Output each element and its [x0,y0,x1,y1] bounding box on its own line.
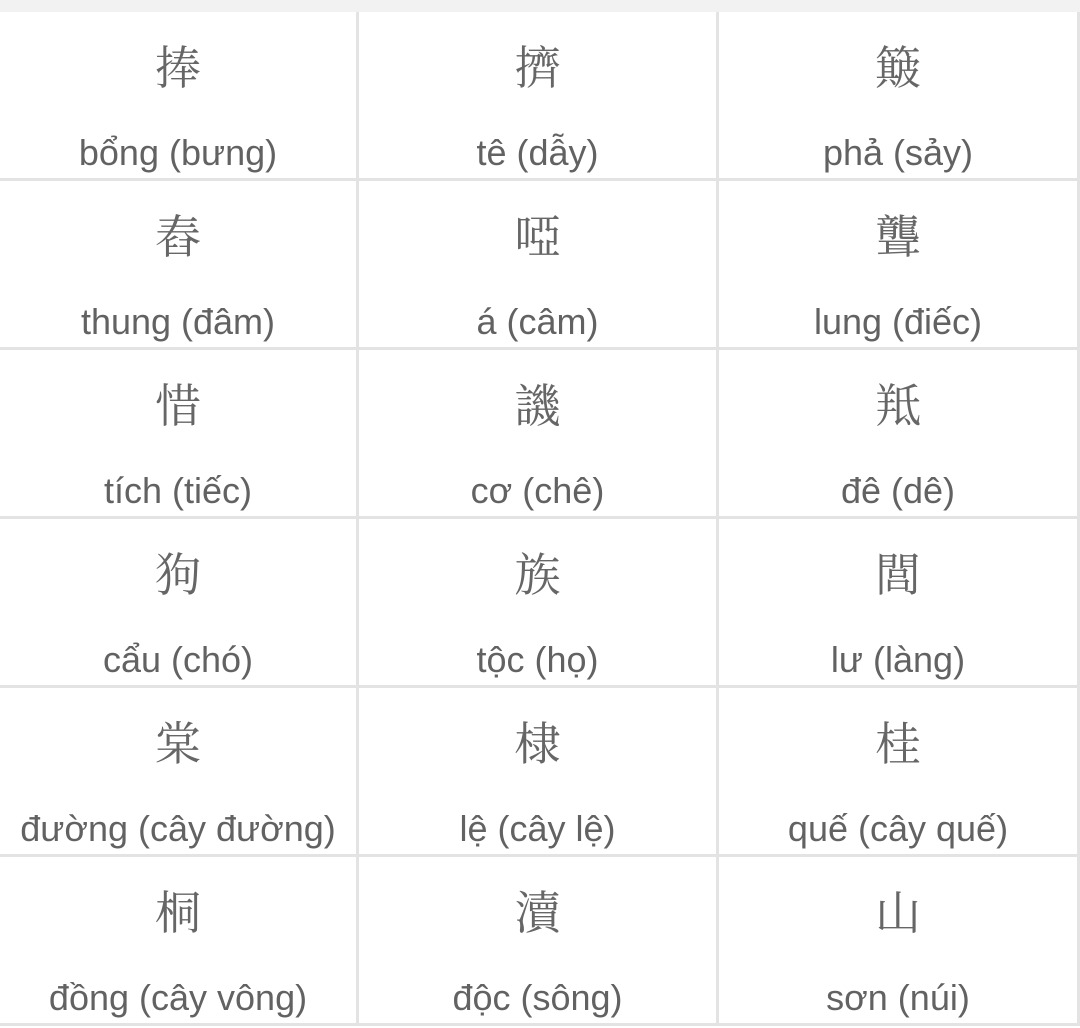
reading-text: độc (sông) [452,977,623,1018]
table-cell [719,857,1080,1026]
han-character: 桐 [155,886,201,940]
han-character: 族 [514,548,561,602]
vocabulary-table [0,12,1080,1028]
han-character: 擠 [514,41,561,95]
table-cell [0,688,359,857]
han-character: 啞 [514,210,561,264]
table-cell [719,519,1080,688]
table-cell [719,688,1080,857]
han-character: 棣 [514,717,561,771]
reading-text: đồng (cây vông) [48,977,308,1018]
reading-text: bổng (bưng) [78,132,278,173]
top-band [0,0,1080,12]
reading-text: á (câm) [476,301,599,342]
reading-text: lung (điếc) [813,301,983,342]
reading-text: sơn (núi) [826,977,970,1018]
han-character: 棠 [155,717,201,771]
han-character: 舂 [155,210,201,264]
han-character: 狗 [155,548,201,602]
table-cell [0,350,359,519]
table-cell [719,181,1080,350]
reading-text: cẩu (chó) [102,639,254,680]
han-character: 山 [875,886,921,940]
table-cell [359,12,719,181]
table-cell [719,350,1080,519]
table-cell [359,181,719,350]
reading-text: phả (sảy) [822,132,974,173]
reading-text: lệ (cây lệ) [459,808,616,849]
han-character: 瀆 [514,886,561,940]
table-cell [0,12,359,181]
reading-text: quế (cây quế) [787,808,1009,849]
table-cell [0,519,359,688]
han-character: 捧 [155,41,201,95]
table-cell [359,519,719,688]
table-cell [719,12,1080,181]
han-character: 簸 [875,41,921,95]
han-character: 閭 [875,548,921,602]
han-character: 桂 [875,717,921,771]
reading-text: thung (đâm) [80,301,276,342]
table-cell [359,857,719,1026]
han-character: 聾 [875,210,921,264]
table-cell [0,181,359,350]
reading-text: tê (dẫy) [476,132,599,173]
reading-text: tộc (họ) [476,639,599,680]
han-character: 羝 [875,379,921,433]
table-cell [0,857,359,1026]
reading-text: đường (cây đường) [20,808,336,849]
table-cell [359,350,719,519]
han-character: 譏 [514,379,561,433]
han-character: 惜 [155,379,201,433]
reading-text: tích (tiếc) [103,470,253,511]
reading-text: đê (dê) [840,470,956,511]
reading-text: cơ (chê) [470,470,605,511]
reading-text: lư (làng) [830,639,966,680]
table-cell [359,688,719,857]
